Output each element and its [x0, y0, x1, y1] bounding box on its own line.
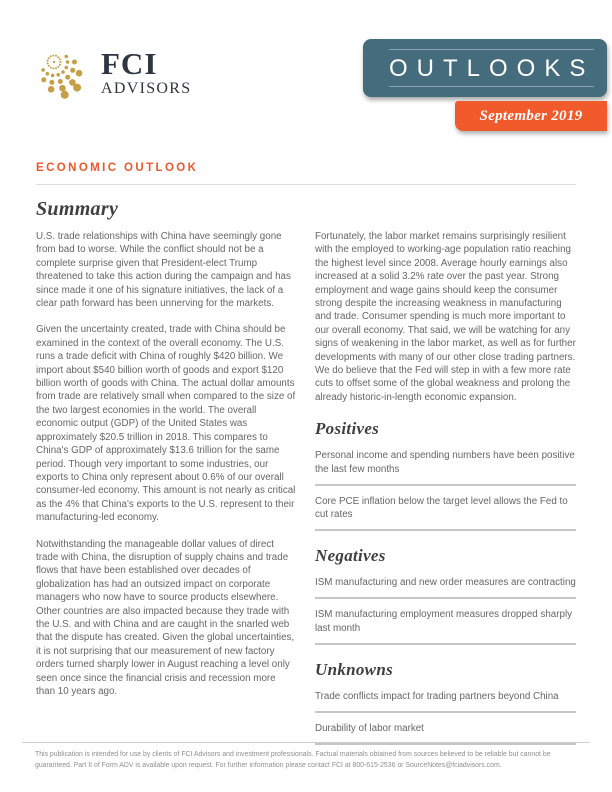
paragraph: Given the uncertainty created, trade with China should be examined in the context of the overall economy. The U.S. runs a trade deficit with China of roughly $420 billion. We import about $540 billion worth of goods and export $120 billion worth of goods with China. The actual dollar amounts from trade are relatively small when compared to the size of the two largest economies in the world. The overall economic output (GDP) of the United States was approximately $20.5 trillion in 2018. This compares to China's GDP of approximately $13.6 trillion for the same period. Though very important to some industries, our exports to China only represent about 0.6% of our overall consumer-led economy. This amount is not nearly as critical as the 4% that China's exports to the U.S. represent to their manufacturing-led economy.	[36, 324, 296, 524]
positives-section	[315, 419, 576, 531]
list-item: Core PCE inflation below the target level allows the Fed to cut rates	[315, 495, 576, 531]
column-left	[36, 230, 297, 711]
outlooks-banner-rules	[389, 49, 594, 87]
section-heading-rule	[36, 158, 576, 185]
fci-globe-icon	[36, 46, 92, 102]
summary-heading: Summary	[36, 198, 119, 220]
list-item: ISM manufacturing employment measures dropped sharply last month	[315, 608, 576, 644]
list-item: Durability of labor market	[315, 722, 576, 745]
footer-disclaimer: This publication is intended for use by clients of FCI Advisors and investment professionals. Factual materials obtained from sources believed to be reliable but cannot be guaranteed. Part II of Form ADV is available upon request. For further information please contact FCI at 800-615-2536 or SourceNotes@fciadvisors.com.	[35, 751, 551, 769]
header	[0, 0, 612, 158]
date-ribbon	[455, 101, 607, 131]
date-label: September 2019	[479, 107, 583, 124]
negatives-section	[315, 546, 576, 645]
logo-fci-label: FCI	[101, 46, 158, 81]
paragraph: U.S. trade relationships with China have seemingly gone from bad to worse. While the conflict should not be a complete surprise given that President-elect Trump threatened to take this action during the campaign and has since made it one of his signature initiatives, the lack of a clear path forward has been unnerving for the markets.	[36, 231, 291, 310]
list-item: ISM manufacturing and new order measures are contracting	[315, 576, 576, 599]
column-right	[315, 230, 576, 754]
section-heading: ECONOMIC OUTLOOK	[36, 162, 199, 174]
positives-heading: Positives	[315, 419, 380, 439]
paragraph: Notwithstanding the manageable dollar values of direct trade with China, the disruption of supply chains and trade flows that have been established over decades of globalization has had an outsized impact on corporate managers who now have to source products elsewhere. Other countries are also impacted because they trade with the U.S. and with China and are caught in the snarled web that the dispute has created. Given the global uncertainties, it is not surprising that our measurement of new factory orders turned sharply lower in August reaching a level only seen once since the financial crisis and recession more than 10 years ago.	[36, 538, 295, 697]
outlooks-banner	[363, 39, 607, 97]
banner-stack	[363, 39, 607, 131]
list-item: Trade conflicts impact for trading partners beyond China	[315, 690, 576, 713]
footer	[22, 742, 590, 771]
unknowns-section	[315, 660, 576, 745]
logo-text	[101, 46, 191, 98]
content-columns	[36, 230, 576, 754]
outlooks-title: OUTLOOKS	[389, 55, 595, 82]
negatives-heading: Negatives	[315, 546, 386, 566]
fci-logo	[36, 46, 191, 102]
logo-advisors-label: ADVISORS	[101, 80, 192, 97]
paragraph: Fortunately, the labor market remains surprisingly resilient with the employed to working-age population ratio reaching the highest level since 2008. Average hourly earnings also increased at a solid 3.2% rate over the past year. Strong employment and wage gains should keep the consumer strong despite the increasing weakness in manufacturing and trade. Consumer spending is much more important to our overall economy. That said, we will be watching for any signs of weakening in the labor market, as well as for further developments with many of our other close trading partners. We do believe that the Fed will step in with a few more rate cuts to offset some of the global weakness and prolong the already historic-in-length economic expansion.	[315, 231, 576, 403]
list-item: Personal income and spending numbers have been positive the last few months	[315, 449, 576, 485]
unknowns-heading: Unknowns	[315, 659, 393, 679]
